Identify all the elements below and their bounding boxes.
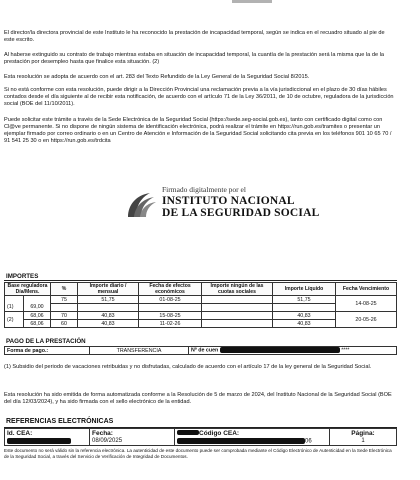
paragraph-contract: Al haberse extinguido su contrato de trabajo mientras estaba en situación de incapacidad temporal, la cuantía de la prestación será la misma que la de la prestación por desempleo hasta que finalice esta situación. (2) (4, 52, 384, 65)
col-fecha-efectos: Fecha de efectos económicos (139, 283, 202, 296)
digital-signature-seal (122, 183, 320, 223)
fecha-label: Fecha: (90, 429, 175, 438)
redaction-mark (177, 438, 305, 444)
seal-name-line1: INSTITUTO NACIONAL (162, 195, 295, 207)
forma-pago-value: TRANSFERENCIA (90, 347, 189, 355)
col-vencimiento: Fecha Vencimiento (336, 283, 397, 296)
importes-rule (4, 280, 397, 281)
referencias-title: REFERENCIAS ELECTRÓNICAS (6, 418, 114, 425)
cell-liquido: 40,83 (273, 312, 336, 320)
col-cuotas: Importe ningún de las cuotas sociales (202, 283, 273, 296)
table-row (5, 296, 397, 304)
importes-header-row (5, 283, 397, 296)
seal-name-line2: DE LA SEGURIDAD SOCIAL (162, 207, 320, 219)
cell-row-label: (2) (5, 312, 24, 328)
col-pct: % (51, 283, 78, 296)
redaction-mark (177, 430, 199, 435)
table-row (5, 437, 397, 446)
cell-liquido: 51,75 (273, 296, 336, 304)
table-row (5, 429, 397, 438)
importes-table (4, 282, 397, 328)
pagina-label: Página: (330, 429, 397, 438)
inss-logo-icon (122, 187, 158, 223)
cell-cuotas (202, 296, 273, 304)
codigo-cea-label: Código CEA: (175, 429, 330, 438)
cell-fecha: 15-08-25 (139, 312, 202, 320)
table-row (5, 312, 397, 320)
cell-fecha: 11-02-26 (139, 320, 202, 328)
redaction-mark (220, 347, 340, 353)
note-subsidio: (1) Subsidio del periodo de vacaciones retribuidas y no disfrutadas, calculado de acuerdo con el artículo 17 de la ley general de la Seguridad Social. (4, 364, 372, 370)
table-row (5, 347, 397, 355)
col-base: Base reguladora Día/Mens. (5, 283, 51, 296)
paragraph-article: Esta resolución se adopta de acuerdo con el art. 283 del Texto Refundido de la Ley General de la Seguridad Social 8/2015. (4, 74, 310, 80)
fecha-value: 08/09/2025 (90, 437, 175, 446)
paragraph-claim: Si no está conforme con esta resolución, puede dirigir a la Dirección Provincial una reclamación previa a la vía jurisdiccional en el plazo de 30 días hábiles contados desde el día siguiente al de recibir esta notificación, de acuerdo con el artículo 71 de la Ley 36/2011, de 10 de octubre, reguladora de la jurisdicción social (BOE del 11/10/2011). (4, 87, 394, 107)
cell-fecha: 01-08-25 (139, 296, 202, 304)
cuenta-cell (189, 347, 397, 355)
seal-subtitle: Firmado digitalmente por el (162, 185, 246, 194)
note-resolucion: Esta resolución ha sido emitida de forma automatizada conforme a la Resolución de 5 de marzo de 2024, del Instituto Nacional de la Seguridad Social (BOE del día 12/03/2024), y ha sido firmada con el sello electrónico de la entidad. (4, 392, 392, 405)
cell-pct: 75 (51, 296, 78, 304)
cell-importe: 51,75 (78, 296, 139, 304)
col-importe: Importe diario / mensual (78, 283, 139, 296)
cell-base: 68,06 (24, 320, 51, 328)
redaction-mark (7, 438, 71, 444)
codigo-cea-value: 06 (175, 437, 330, 446)
importes-title: IMPORTES (6, 273, 39, 280)
id-cea-value (5, 437, 90, 446)
pago-title: PAGO DE LA PRESTACIÓN (6, 338, 86, 345)
cuenta-tail: **** (341, 347, 350, 354)
cuenta-label: Nº de cuen (191, 347, 219, 354)
cell-row-label: (1) (5, 304, 24, 312)
forma-pago-label: Forma de pago.: (5, 347, 90, 355)
top-cropped-text (232, 0, 272, 3)
paragraph-procedure: Puede solicitar este trámite a través de la Sede Electrónica de la Seguridad Social (https://sede.seg-social.gob.es), tanto con certificado digital como con Cl@ve permanente. Si no dispone de ningún sistema de identificación electrónica, podrá realizar el trámite en https://run.gob.es/tramites o presentar un ejemplar firmado por correo ordinario o en un Centro de Atención e Información de la Seguridad Social solicitando cita previa en los teléfonos 901 10 65 70 / 91 541 25 30 o en https://run.gob.es/trdcita (4, 117, 392, 144)
cell-liquido: 40,83 (273, 320, 336, 328)
cell-base: 69,00 (24, 304, 51, 312)
cell-pct: 60 (51, 320, 78, 328)
cell-base: 68,06 (24, 312, 51, 320)
cell-vencimiento: 20-05-26 (336, 312, 397, 328)
pagina-value: 1 (330, 437, 397, 446)
paragraph-intro: El director/la directora provincial de este Instituto le ha reconocido la prestación de incapacidad temporal, según se indica en el recuadro situado al pie de este escrito. (4, 30, 385, 43)
cell-pct: 70 (51, 312, 78, 320)
cell-vencimiento: 14-08-25 (336, 296, 397, 312)
cell-importe: 40,83 (78, 312, 139, 320)
referencias-table (4, 428, 397, 446)
referencias-footer: Este documento no será válido sin la referencia electrónica. La autenticidad de este documento puede ser comprobada mediante el Código Electrónico de Autenticidad en la Sede Electrónica de la Seguridad Social, a través del Servicio de Verificación de Integridad de Documentos. (4, 448, 392, 459)
col-liquido: Importe Líquido (273, 283, 336, 296)
id-cea-label: Id. CEA: (5, 429, 90, 438)
cell-importe: 40,83 (78, 320, 139, 328)
pago-table (4, 346, 397, 355)
